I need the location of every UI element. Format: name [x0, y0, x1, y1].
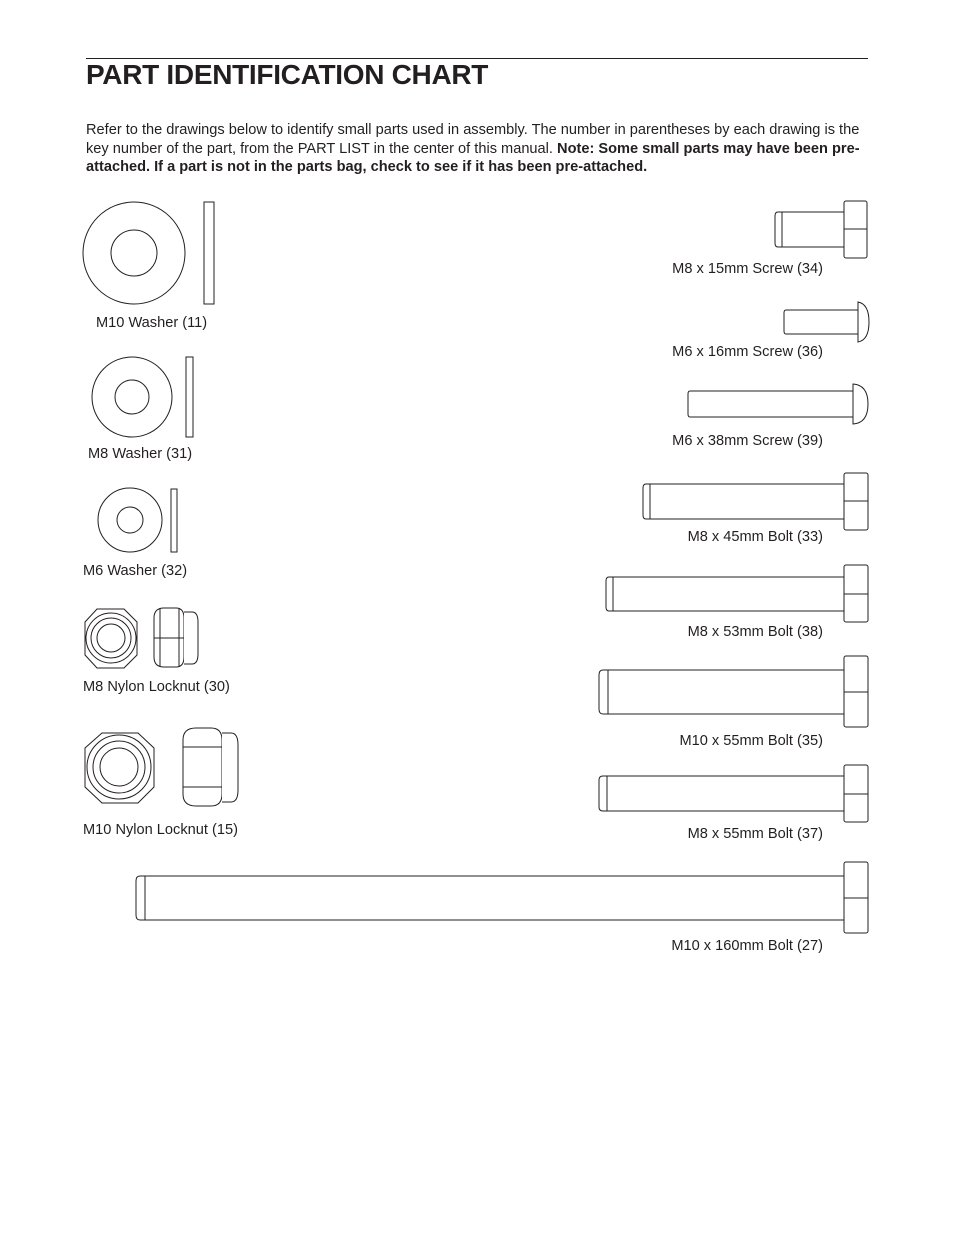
part-label: M8 x 15mm Screw (34)	[672, 261, 823, 277]
intro-text: Refer to the drawings below to identify small parts used in assembly. The number in parentheses by each drawing is the key number of the part, from the PART LIST in the center of this manual.	[86, 122, 860, 157]
part-label: M8 Nylon Locknut (30)	[83, 679, 230, 695]
part-label: M8 x 53mm Bolt (38)	[687, 624, 823, 640]
intro-note: Note: Some small parts may have been pre-attached. If a part is not in the parts bag, check to see if it has been pre-attached.	[86, 140, 860, 175]
hex-bolt-icon	[643, 473, 868, 530]
button-screw-icon	[688, 384, 868, 424]
part-label: M6 Washer (32)	[83, 563, 188, 579]
part-label: M10 Washer (11)	[96, 315, 208, 331]
washer-icon	[98, 488, 177, 552]
hex-bolt-icon	[599, 656, 868, 727]
part-label: M10 x 160mm Bolt (27)	[671, 938, 823, 954]
part-label: M8 x 55mm Bolt (37)	[687, 826, 823, 842]
part-label: M8 x 45mm Bolt (33)	[687, 529, 823, 545]
washer-icon	[83, 202, 214, 304]
part-label: M6 x 16mm Screw (36)	[672, 344, 823, 360]
part-label: M8 Washer (31)	[88, 446, 193, 462]
part-label: M6 x 38mm Screw (39)	[672, 433, 823, 449]
hex-bolt-icon	[136, 862, 868, 933]
hex-screw-icon	[775, 201, 867, 258]
part-label: M10 x 55mm Bolt (35)	[679, 733, 823, 749]
hex-bolt-icon	[606, 565, 868, 622]
hex-bolt-icon	[599, 765, 868, 822]
button-screw-icon	[784, 302, 869, 342]
page-title: PART IDENTIFICATION CHART	[86, 59, 489, 90]
part-label: M10 Nylon Locknut (15)	[83, 822, 238, 838]
locknut-icon	[85, 728, 238, 806]
washer-icon	[92, 357, 193, 437]
locknut-icon	[85, 608, 198, 668]
